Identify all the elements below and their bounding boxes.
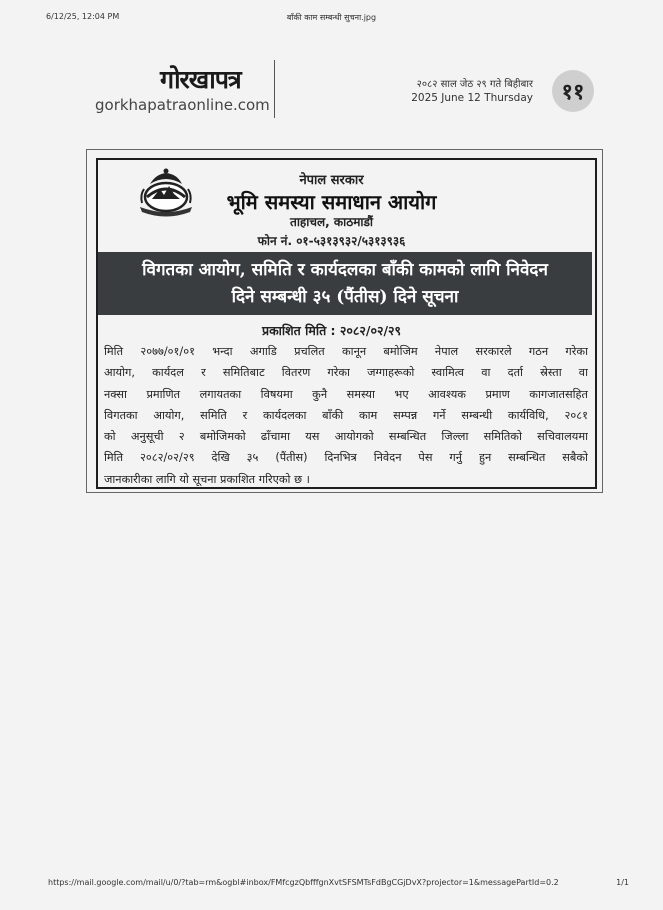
masthead-divider [274,60,275,118]
notice-title-line: दिने सम्बन्धी ३५ (पैंतीस) दिने सूचना [231,286,459,307]
body-line: विगतका आयोग, समिति र कार्यदलका बाँकी काम सम्पन्न गर्ने सम्बन्धी कार्यविधि, २०८१ [104,408,588,422]
body-line: नक्सा प्रमाणित लगायतका विषयमा कुनै समस्या भए आवश्यक प्रमाण कागजातसहित [104,387,588,401]
body-line: आयोग, कार्यदल र समितिबाट वितरण गरेका जग्गाहरूको स्वामित्व वा दर्ता स्रेस्ता वा [104,366,588,380]
print-footer [0,878,663,892]
newspaper-website: gorkhapatraonline.com [95,96,270,114]
print-header [0,12,663,26]
commission-name: भूमि समस्या समाधान आयोग [226,190,437,214]
date-nepali: २०८२ साल जेठ २९ गते बिहीबार [416,79,533,90]
page-number-badge: ११ [552,70,594,112]
notice-body [104,341,588,490]
office-address: ताहाचल, काठमाडौं [289,215,374,229]
phone-number: फोन नं. ०१-५३१३९३२/५३१३९३६ [257,234,406,248]
print-datetime: 6/12/25, 12:04 PM [46,12,120,21]
notice-title-line: विगतका आयोग, समिति र कार्यदलका बाँकी कामको लागि निवेदन [142,259,548,280]
print-url: https://mail.google.com/mail/u/0/?tab=rm&ogbl#inbox/FMfcgzQbfffgnXvtSFSMTsFdBgCGjDvX?projector=1&messagePartId=0.2 [48,878,559,887]
body-line: जानकारीका लागि यो सूचना प्रकाशित गरिएको छ । [104,472,310,486]
newspaper-name: गोरखापत्र [160,65,241,94]
date-english: 2025 June 12 Thursday [411,92,533,104]
body-line: मिति २०८२/०२/२९ देखि ३५ (पैंतीस) दिनभित्र निवेदन पेस गर्नु हुन सम्बन्धित सबैको [104,451,588,465]
body-line: मिति २०७७/०१/०१ भन्दा अगाडि प्रचलित कानून बमोजिम नेपाल सरकारले गठन गरेका [104,345,588,358]
published-date: प्रकाशित मिति : २०८२/०२/२९ [261,323,402,338]
government-name: नेपाल सरकार [299,173,364,188]
body-line: को अनुसूची २ बमोजिमको ढाँचामा यस आयोगको सम्बन्धित जिल्ला समितिको सचिवालयमा [104,430,588,444]
print-file-name: बाँकी काम सम्बन्धी सुचना.jpg [286,13,377,22]
notice-title-banner [98,252,592,315]
print-page-count: 1/1 [616,878,629,887]
